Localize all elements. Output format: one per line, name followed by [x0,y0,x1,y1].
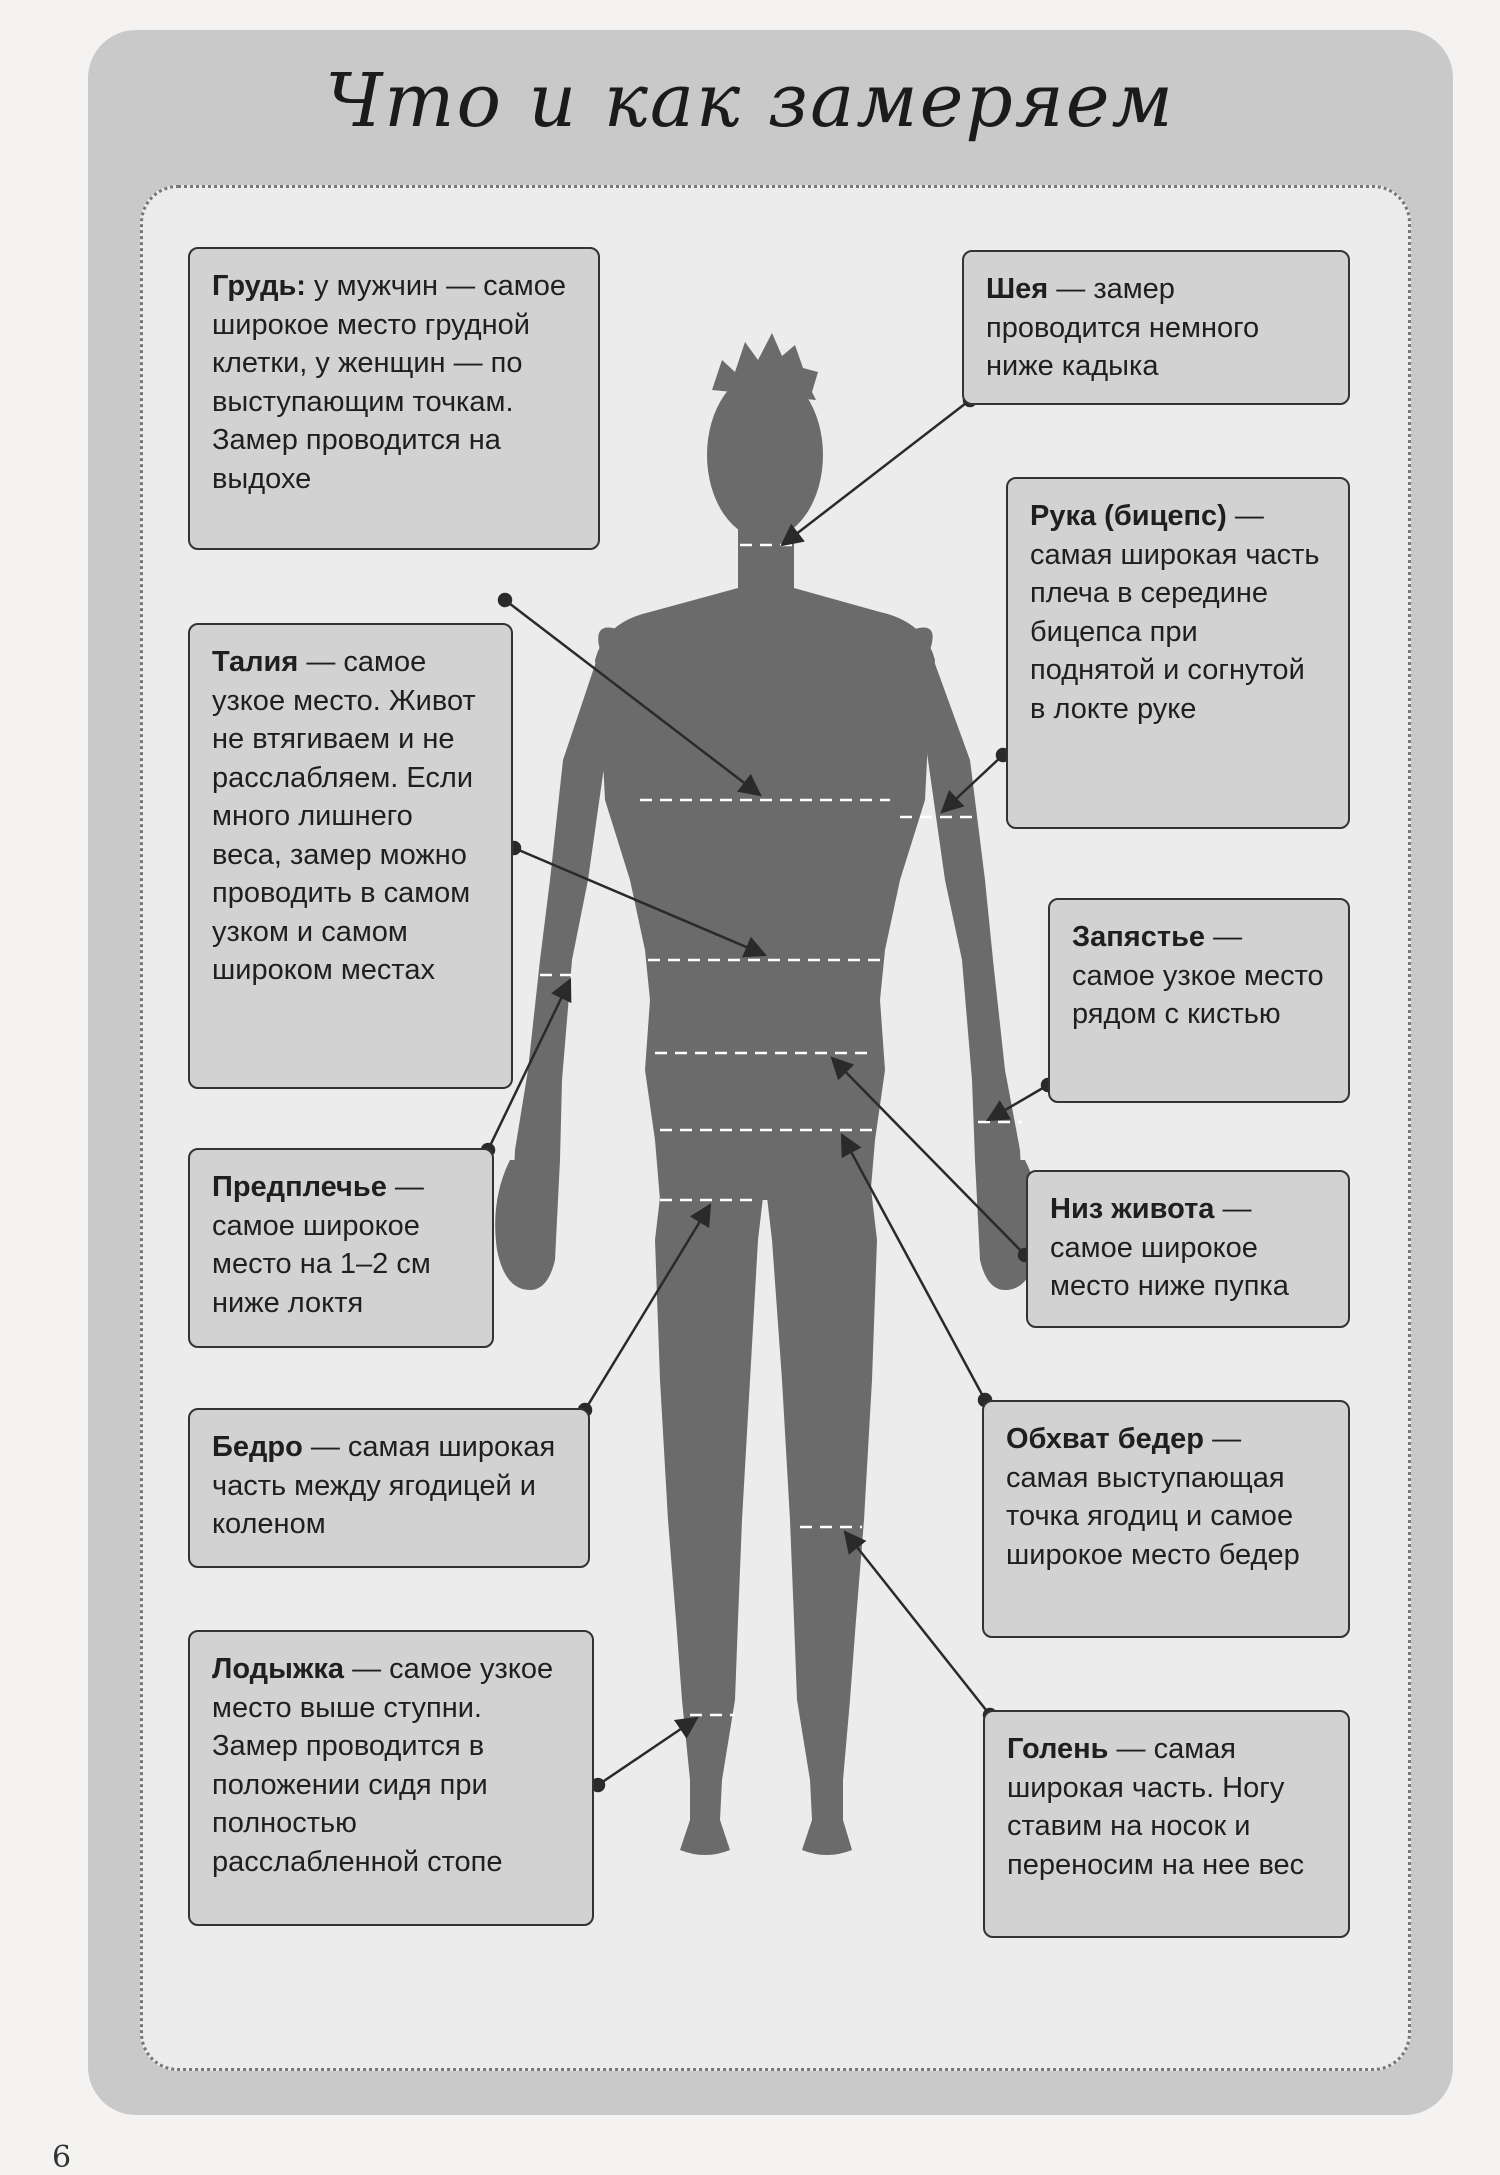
page-title: Что и как замеряем [325,58,1175,144]
left-hand [495,1160,560,1290]
note-belly [1026,1170,1350,1328]
left-arm [510,628,620,1253]
note-hips-text: — самая выступающая точка ягодиц и самое широкое место бедер [1006,1423,1300,1571]
note-neck-term: Шея [986,273,1049,305]
note-ankle [188,1630,594,1926]
note-belly-term: Низ живота [1050,1193,1215,1225]
note-calf-term: Голень [1007,1733,1109,1765]
note-calf-text: — самая широкая часть. Ногу ставим на носок и переносим на нее вес [1007,1733,1305,1881]
pointer-ankle [598,1718,697,1785]
note-biceps [1006,477,1350,829]
note-forearm-term: Предплечье [212,1171,387,1203]
torso [595,588,935,1200]
note-chest [188,247,600,550]
note-wrist-text: — самое узкое место рядом с кистью [1072,921,1324,1030]
note-ankle-term: Лодыжка [212,1653,345,1685]
note-neck-text: — замер проводится немного ниже кадыка [986,273,1260,382]
note-hips [982,1400,1350,1638]
note-belly-text: — самое широкое место ниже пупка [1050,1193,1289,1302]
page-number: 6 [52,2140,72,2175]
note-chest-text: у мужчин — самое широкое место грудной клетки, у женщин — по выступающим точкам. Замер проводится на выдохе [212,270,567,495]
note-forearm [188,1148,494,1348]
note-ankle-text: — самое узкое место выше ступни. Замер проводится в положении сидя при полностью расслабленной стопе [212,1653,554,1878]
head [707,371,823,539]
note-thigh-text: — самая широкая часть между ягодицей и коленом [212,1431,556,1540]
pointer-calf [845,1532,990,1715]
note-chest-term: Грудь: [212,270,306,302]
note-thigh-term: Бедро [212,1431,303,1463]
left-leg [655,1180,765,1855]
note-thigh [188,1408,590,1568]
note-wrist [1048,898,1350,1103]
note-waist [188,623,513,1089]
right-leg [765,1180,877,1855]
note-biceps-text: — самая широкая часть плеча в середине бицепса при поднятой и согнутой в локте руке [1030,500,1320,725]
note-biceps-term: Рука (бицепс) [1030,500,1227,532]
note-neck [962,250,1350,405]
note-waist-term: Талия [212,646,299,678]
note-waist-text: — самое узкое место. Живот не втягиваем и не расслабляем. Если много лишнего веса, замер можно проводить в самом узком и самом широком местах [212,646,476,986]
note-forearm-text: — самое широкое место на 1–2 см ниже локтя [212,1171,431,1319]
note-calf [983,1710,1350,1938]
note-wrist-term: Запястье [1072,921,1206,953]
pointer-dot-chest [499,594,511,606]
note-hips-term: Обхват бедер [1006,1423,1205,1455]
human-silhouette [495,333,1040,1855]
